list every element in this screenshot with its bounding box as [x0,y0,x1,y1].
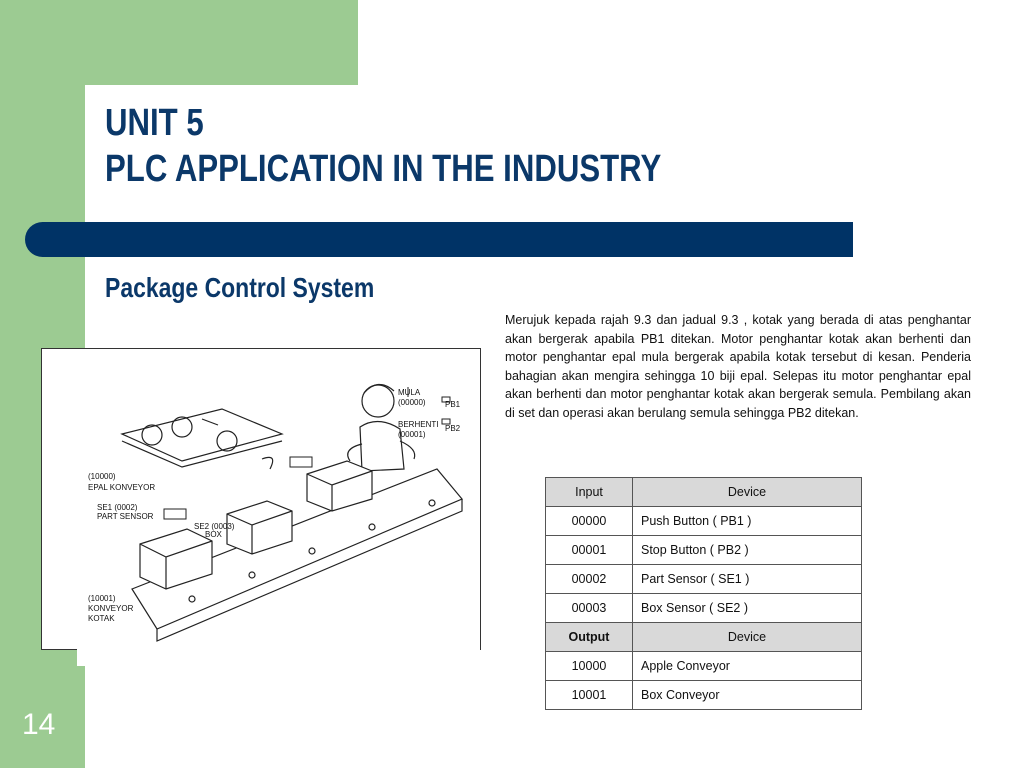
page-number: 14 [22,708,56,741]
title-divider-bar [25,222,853,257]
address-cell: 00001 [546,536,633,565]
table-row [546,652,862,681]
label-mula: MULA [398,388,421,397]
device-header: Device [633,478,862,507]
label-box: BOX [205,530,222,539]
section-subtitle: Package Control System [105,272,375,303]
description-paragraph: Merujuk kepada rajah 9.3 dan jadual 9.3 , kotak yang berada di atas penghantar akan bergerak apabila PB1 ditekan. Motor penghantar kotak akan berhenti dan motor penghantar epal mula bergerak apabila kotak tersebut di kesan. Penderia bahagian akan mengira sehingga 10 biji epal. Selepas itu motor penghantar epal akan berhenti dan motor penghantar kotak akan bergerak semula. Pembilang akan di set dan operasi akan berulang semula sehingga PB2 ditekan. [505,313,971,420]
address-cell: 10000 [546,652,633,681]
title-line-1: UNIT 5 [105,102,204,144]
device-header-2: Device [633,623,862,652]
title-line-2: PLC APPLICATION IN THE INDUSTRY [105,148,662,190]
device-cell: Box Conveyor [633,681,862,710]
io-assignment-table [545,477,862,710]
apple-conveyor [122,409,282,469]
table-subheader-row [546,623,862,652]
table-row [546,507,862,536]
label-part-sensor: PART SENSOR [97,512,154,521]
table-row [546,536,862,565]
label-epal: EPAL KONVEYOR [88,483,156,492]
label-berhenti-addr: (00001) [398,430,426,439]
table-row [546,565,862,594]
label-se2: SE2 (0003) [194,522,235,531]
label-se1: SE1 (0002) [97,503,138,512]
address-cell: 00003 [546,594,633,623]
device-cell: Push Button ( PB1 ) [633,507,862,536]
package-control-illustration [41,348,481,650]
conveyor-diagram [42,349,480,649]
label-pb2: PB2 [445,424,461,433]
label-konveyor: KONVEYOR [88,604,134,613]
table-row [546,594,862,623]
table-row [546,681,862,710]
slide-title [105,100,728,192]
figure-bottom-gap [77,645,480,666]
boxes [140,461,372,589]
device-cell: Stop Button ( PB2 ) [633,536,862,565]
output-header: Output [546,623,633,652]
label-berhenti: BERHENTI [398,420,439,429]
address-cell: 00002 [546,565,633,594]
device-cell: Box Sensor ( SE2 ) [633,594,862,623]
table-header-row [546,478,862,507]
label-epal-addr: (10000) [88,472,116,481]
input-header: Input [546,478,633,507]
label-pb1: PB1 [445,400,461,409]
label-kotak-addr: (10001) [88,594,116,603]
device-cell: Apple Conveyor [633,652,862,681]
label-kotak: KOTAK [88,614,115,623]
address-cell: 00000 [546,507,633,536]
device-cell: Part Sensor ( SE1 ) [633,565,862,594]
address-cell: 10001 [546,681,633,710]
label-mula-addr: (00000) [398,398,426,407]
